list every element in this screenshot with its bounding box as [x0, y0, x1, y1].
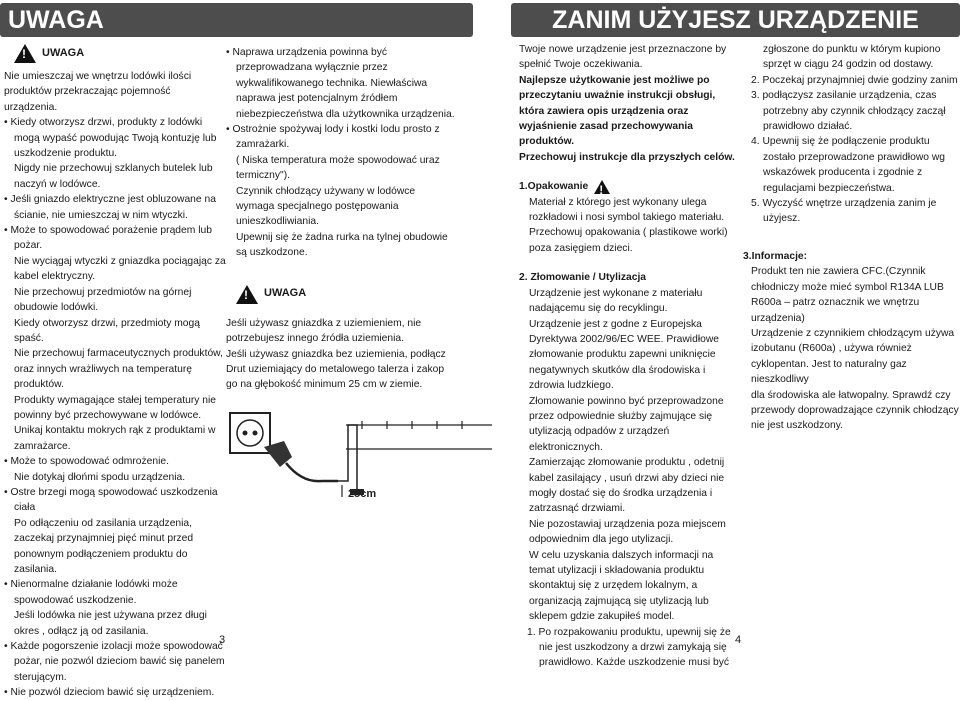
text-line: potrzebujesz innego źródła uziemienia.: [226, 333, 405, 345]
warning-triangle-icon: [594, 180, 610, 194]
text-line: izobutanu (R600a) , używa również: [751, 343, 912, 355]
left-column-1: [4, 44, 226, 701]
text-line: prawidłowo działać.: [763, 121, 853, 133]
text-line: przeprowadzana wyłącznie przez: [236, 62, 388, 74]
text-line: produktów.: [14, 379, 64, 391]
text-line: złomowanie produktu zapewni uniknięcie: [529, 349, 716, 361]
warning-title: UWAGA: [42, 46, 85, 59]
text-line: sterującym.: [14, 671, 67, 683]
text-line: zamrażarki.: [236, 139, 290, 151]
text-line: odpowiednim dla jego utylizacji.: [529, 534, 674, 546]
text-line: Nie pozostawiaj urządzenia poza miejscem: [529, 518, 726, 530]
section-1-title: 1.Opakowanie: [519, 181, 589, 193]
text-line: nadającemu się do recyklingu.: [529, 303, 668, 315]
text-line: dla środowiska ale łatwopalny. Sprawdź czy: [751, 389, 951, 401]
section-2-list: [519, 625, 741, 671]
section-2-title: 2. Złomowanie / Utylizacja: [519, 272, 647, 284]
text-line: W celu uzyskania dalszych informacji na: [529, 549, 714, 561]
warning-triangle-icon: [14, 44, 36, 63]
text-line: okres , odłącz ją od zasilania.: [14, 625, 149, 637]
section-3-title: 3.Informacje:: [743, 250, 808, 262]
text-line: Jeśli używasz gniazdka bez uziemienia, podłącz: [226, 348, 446, 360]
text-line: urządzenia): [751, 312, 805, 324]
cable-line: [286, 463, 338, 481]
text-line: wymaga specjalnego postępowania: [236, 201, 399, 213]
text-line: Twoje nowe urządzenie jest przeznaczone by: [519, 44, 727, 55]
grounding-diagram: [222, 385, 492, 505]
text-line: 2. Poczekaj przynajmniej dwie godziny zanim: [751, 74, 958, 86]
text-line: cyklopentan. Jest to naturalny gaz nieszkodliwy: [751, 358, 907, 386]
left-column-2: [226, 45, 466, 393]
text-line: przeczytaniu uważnie instrukcji obsługi,: [519, 90, 716, 102]
text-line: nie jest uszkodzony a drzwi zamykają się: [539, 642, 727, 654]
text-line: skontaktuj się z urzędem lokalnym, a: [529, 580, 698, 592]
text-line: są uszkodzone.: [236, 247, 308, 259]
text-line: • Każde pogorszenie izolacji może spowodować: [4, 641, 223, 653]
text-line: spełnić Twoje oczekiwania.: [519, 59, 643, 71]
text-line: kabel zasilający , usuń drzwi aby dzieci nie: [529, 472, 725, 484]
text-line: Drut uziemiający do metalowego talerza i zakop: [226, 363, 445, 375]
text-line: prawidłowo. Każde uszkodzenie musi być: [539, 657, 730, 669]
text-line: ponownym podłączeniem produktu do zasilania.: [14, 548, 188, 575]
text-line: pożar.: [14, 240, 43, 252]
text-line: sklepem gdzie zakupiłeś model.: [529, 611, 675, 623]
text-line: ( Niska temperatura może spowodować uraz: [236, 154, 440, 166]
text-line: Urządzenie jest z godne z Europejska: [529, 318, 702, 330]
text-line: R600a – patrz oznacznik we wnętrzu: [751, 297, 920, 309]
section-3-text: [751, 264, 960, 433]
right-column-2: [743, 42, 960, 434]
text-line: • Jeśli gniazdo elektryczne jest obluzowane na: [4, 194, 216, 206]
page-number-left: 3: [219, 634, 226, 646]
text-line: Po odłączeniu od zasilania urządzenia,: [14, 517, 193, 529]
warning-text-list: [4, 69, 226, 701]
text-line: Nigdy nie przechowuj szklanych butelek lub: [14, 163, 213, 175]
section-2-text: [519, 286, 741, 625]
intro-bold-text: [519, 73, 741, 165]
text-line: obudowie lodówki.: [14, 302, 99, 314]
text-line: użyjesz.: [763, 213, 801, 225]
text-line: poza zasięgiem dzieci.: [529, 242, 633, 254]
warning-triangle-icon: [236, 285, 258, 304]
intro-text: [519, 42, 741, 73]
warning-heading: [14, 44, 226, 63]
text-line: niebezpieczeństwa dla użytkownika urządzenia.: [236, 108, 455, 120]
text-line: nie jest uszkodzony.: [751, 420, 843, 432]
warning2-title: UWAGA: [264, 287, 307, 300]
safety-text-list: [226, 45, 466, 261]
text-line: Nie wyciągaj wtyczki z gniazdka pociągając za: [14, 255, 226, 267]
text-line: produktów przekraczając pojemność urządzenia.: [4, 86, 171, 113]
text-line: Urządzenie z czynnikiem chłodzącym używa: [751, 327, 955, 339]
text-line: rozkładowi i nosi symbol takiego materiału.: [529, 212, 725, 224]
text-line: 1. Po rozpakowaniu produktu, upewnij się że: [527, 626, 731, 638]
section-1-heading: [519, 179, 741, 194]
text-line: Produkty wymagające stałej temperatury nie: [14, 394, 217, 406]
text-line: zgłoszone do punktu w którym kupiono: [763, 44, 941, 55]
text-line: chłodniczy może mieć symbol R134A LUB: [751, 281, 944, 293]
text-line: zaczekaj przynajmniej pięć minut przed: [14, 533, 194, 545]
grounding-text-list: [226, 316, 466, 393]
page-3-banner: UWAGA: [0, 3, 473, 37]
text-line: regulacjami bezpieczeństwa.: [763, 182, 895, 194]
text-line: Jeśli lodówka nie jest używana przez długi: [14, 610, 207, 622]
text-line: utylizacją odpadów z urządzeń: [529, 426, 670, 438]
text-line: przez odpowiednie służby zajmujące się: [529, 410, 713, 422]
text-line: • Ostre brzegi mogą spowodować uszkodzenia: [4, 486, 218, 498]
depth-label: 25cm: [348, 488, 377, 500]
text-line: Jeśli używasz gniazdka z uziemieniem, nie: [226, 317, 422, 329]
text-line: 3. podłączysz zasilanie urządzenia, czas: [751, 90, 937, 102]
text-line: potrzebny aby czynnik chłodzący zaczął: [763, 105, 946, 117]
section-1-text: [519, 195, 741, 257]
page-number-right: 4: [735, 634, 742, 646]
text-line: wyjaśnienie zasad przechowywania: [519, 121, 693, 133]
text-line: Nie dotykaj dłońmi spodu urządzenia.: [14, 471, 186, 483]
text-line: Przechowuj instrukcje dla przyszłych celów.: [519, 151, 735, 163]
warning2-heading: [236, 285, 466, 304]
text-line: Przechowuj opakowania ( plastikowe worki): [529, 227, 728, 239]
text-line: sprzęt w ciągu 24 godzin od dostawy.: [763, 59, 934, 71]
text-line: Złomowanie powinno być przeprowadzone: [529, 395, 724, 407]
text-line: Unikaj kontaktu mokrych rąk z produktami w: [14, 425, 216, 437]
text-line: która zawiera opis urządzenia oraz: [519, 105, 689, 117]
socket-face: [237, 420, 263, 446]
text-line: 5. Wyczyść wnętrze urządzenia zanim je: [751, 198, 937, 210]
ground-wire: [338, 425, 357, 489]
text-line: kabel elektryczny.: [14, 271, 96, 283]
text-line: • Może to spowodować odmrożenie.: [4, 456, 170, 468]
text-line: Nie umieszczaj we wnętrzu lodówki ilości: [4, 71, 192, 82]
text-line: oraz innych wrażliwych na temperaturę: [14, 363, 192, 375]
text-line: ciała: [14, 502, 36, 514]
text-line: • Nienormalne działanie lodówki może: [4, 579, 178, 591]
text-line: Zamierzając złomowanie produktu , odetnij: [529, 457, 725, 469]
text-line: zamrażarce.: [14, 440, 71, 452]
text-line: go na głębokość minimum 25 cm w ziemie.: [226, 379, 423, 391]
text-line: ścianie, nie umieszczaj w nim wtyczki.: [14, 209, 188, 221]
text-line: zatrzasnąć drzwiami.: [529, 503, 626, 515]
text-line: organizacją zajmującą się utylizacją lub: [529, 595, 709, 607]
text-line: przewody doprowadzające czynnik chłodzący: [751, 404, 959, 416]
text-line: uszkodzenie produktu.: [14, 148, 118, 160]
text-line: Upewnij się że żadna rurka na tylnej obudowie: [236, 231, 448, 243]
text-line: Nie przechowuj farmaceutycznych produktów,: [14, 348, 223, 360]
text-line: produktów.: [519, 136, 575, 148]
text-line: pożar, nie pozwól dzieciom bawić się panelem: [14, 656, 225, 668]
text-line: Najlepsze użytkowanie jest możliwe po: [519, 74, 710, 86]
text-line: Urządzenie jest wykonane z materiału: [529, 287, 703, 299]
installation-steps: [751, 42, 960, 227]
text-line: negatywnych skutków dla środowiska i: [529, 364, 706, 376]
text-line: powinny być przechowywane w lodówce.: [14, 409, 202, 421]
text-line: • Naprawa urządzenia powinna być: [226, 47, 388, 58]
right-column-1: [519, 42, 741, 671]
text-line: Kiedy otworzysz drzwi, przedmioty mogą spaść.: [14, 317, 200, 344]
text-line: • Może to spowodować porażenie prądem lub: [4, 225, 212, 237]
text-line: Materiał z którego jest wykonany ulega: [529, 196, 707, 208]
text-line: termiczny").: [236, 170, 290, 182]
text-line: mogły dostać się do środka urządzenia i: [529, 487, 713, 499]
text-line: elektronicznych.: [529, 441, 603, 453]
text-line: unieszkodliwiania.: [236, 216, 319, 228]
text-line: naczyń w lodówce.: [14, 178, 101, 190]
text-line: naprawa jest potencjalnym źródłem: [236, 93, 398, 105]
text-line: Czynnik chłodzący używany w lodówce: [236, 185, 416, 197]
text-line: Produkt ten nie zawiera CFC.(Czynnik: [751, 266, 926, 278]
page-4-banner: ZANIM UŻYJESZ URZĄDZENIE: [511, 3, 960, 37]
text-line: • Kiedy otworzysz drzwi, produkty z lodówki: [4, 117, 203, 129]
text-line: Nie przechowuj przedmiotów na górnej: [14, 286, 192, 298]
text-line: wykwalifikowanego technika. Niewłaściwa: [236, 77, 428, 89]
text-line: spowodować uszkodzenie.: [14, 594, 137, 606]
text-line: 4. Upewnij się że podłączenie produktu: [751, 136, 930, 148]
text-line: • Ostrożnie spożywaj lody i kostki lodu prosto z: [226, 124, 440, 136]
text-line: temat utylizacji i składowania produktu: [529, 565, 705, 576]
text-line: zostało przeprowadzone prawidłowo wg: [763, 151, 946, 163]
text-line: zdrowia ludzkiego.: [529, 380, 614, 392]
text-line: mogą wypaść powodując Twoją kontuzję lub: [14, 132, 217, 144]
text-line: wskazówek producenta i zgodnie z: [763, 167, 923, 179]
text-line: • Nie pozwól dzieciom bawić się urządzeniem.: [4, 687, 215, 699]
text-line: Dyrektywa 2002/96/EC WEE. Prawidłowe: [529, 333, 719, 345]
